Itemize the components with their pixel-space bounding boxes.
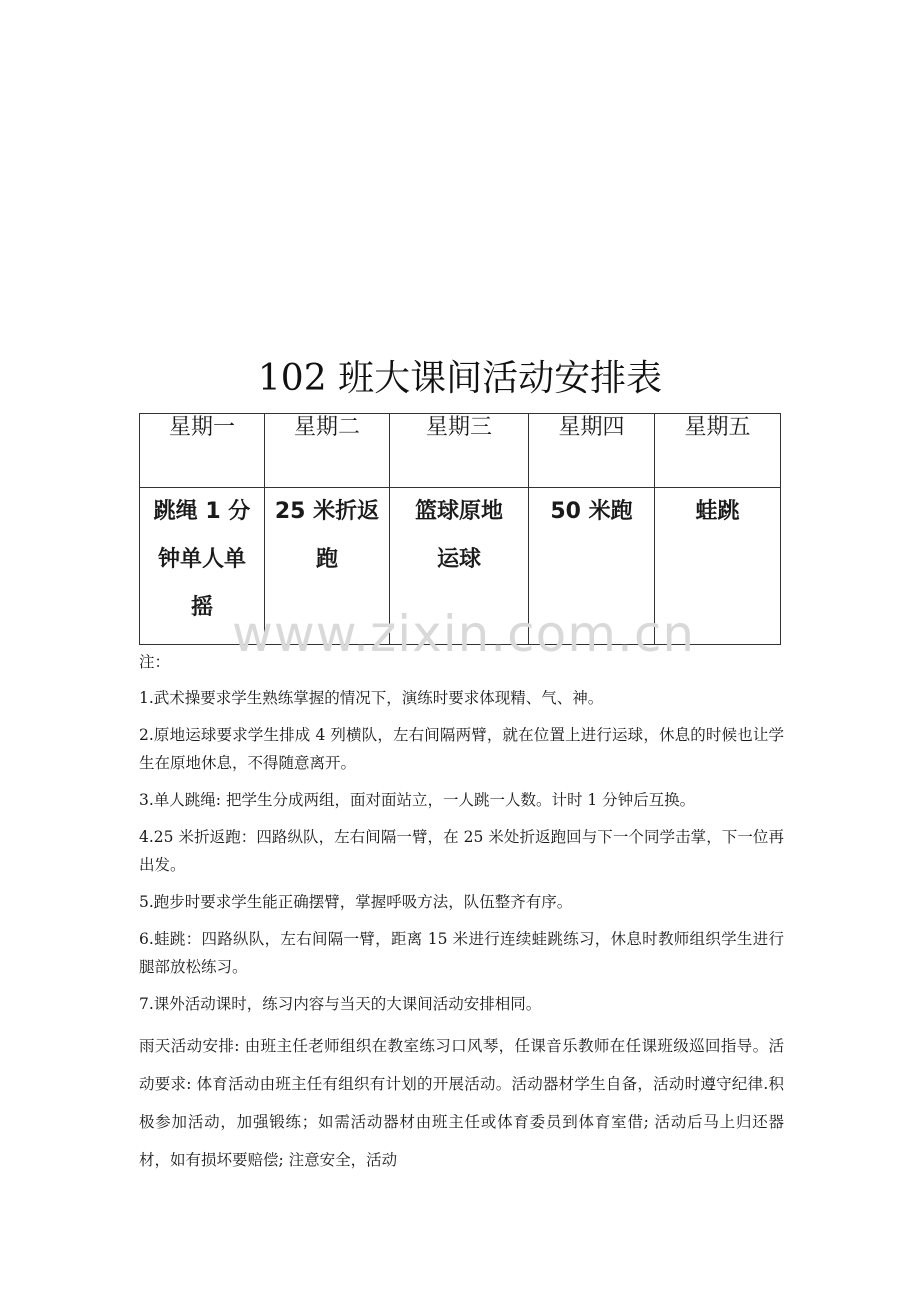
day-header-monday: 星期一 bbox=[140, 414, 265, 488]
activity-cell-tuesday bbox=[265, 488, 390, 645]
rainy-day-paragraph: 雨天活动安排: 由班主任老师组织在教室练习口风琴，任课音乐教师在任课班级巡回指导。活动要求: 体育活动由班主任有组织有计划的开展活动。活动器材学生自备，活动时遵守纪律.积极参加活动，加强锻练；如需活动器材由班主任或体育委员到体育室借; 活动后马上归还器材，如有损坏要赔偿; 注意安全，活动 bbox=[139, 1037, 784, 1169]
note-item-2: 2.原地运球要求学生排成 4 列横队，左右间隔两臂，就在位置上进行运球，休息的时候也让学生在原地休息，不得随意离开。 bbox=[139, 726, 784, 772]
activity-line: 摇 bbox=[190, 595, 213, 620]
activity-cell-thursday bbox=[529, 488, 655, 645]
activity-cell-wednesday bbox=[390, 488, 529, 645]
day-header-tuesday: 星期二 bbox=[265, 414, 390, 488]
note-item-4: 4.25 米折返跑：四路纵队，左右间隔一臂，在 25 米处折返跑回与下一个同学击掌，下一位再出发。 bbox=[139, 828, 784, 874]
day-header-thursday: 星期四 bbox=[529, 414, 655, 488]
note-item-7: 7.课外活动课时，练习内容与当天的大课间活动安排相同。 bbox=[139, 995, 542, 1013]
activity-line: 篮球原地 bbox=[414, 499, 503, 524]
activity-line: 运球 bbox=[436, 547, 481, 572]
note-item-5: 5.跑步时要求学生能正确摆臂，掌握呼吸方法，队伍整齐有序。 bbox=[139, 893, 573, 911]
note-item-6: 6.蛙跳：四路纵队，左右间隔一臂，距离 15 米进行连续蛙跳练习，休息时教师组织学生进行腿部放松练习。 bbox=[139, 930, 784, 976]
activity-cell-monday bbox=[140, 488, 265, 645]
notes-section bbox=[139, 648, 784, 1179]
table-header-row bbox=[140, 414, 781, 488]
activity-line: 25 米折返 bbox=[274, 499, 380, 524]
watermark: www.zixin.com.cn bbox=[232, 605, 696, 663]
page-title: 102 班大课间活动安排表 bbox=[257, 358, 663, 399]
day-header-wednesday: 星期三 bbox=[390, 414, 529, 488]
note-item-1: 1.武术操要求学生熟练掌握的情况下，演练时要求体现精、气、神。 bbox=[139, 689, 604, 707]
activity-line: 跑 bbox=[315, 547, 338, 572]
activity-line: 蛙跳 bbox=[695, 499, 740, 524]
schedule-table bbox=[139, 413, 781, 645]
activity-cell-friday bbox=[655, 488, 781, 645]
activity-line: 钟单人单 bbox=[157, 547, 246, 572]
day-header-friday: 星期五 bbox=[655, 414, 781, 488]
table-activity-row bbox=[140, 488, 781, 645]
activity-line: 跳绳 1 分 bbox=[153, 499, 251, 524]
activity-line: 50 米跑 bbox=[550, 499, 633, 524]
notes-heading: 注： bbox=[139, 653, 171, 671]
note-item-3: 3.单人跳绳: 把学生分成两组，面对面站立，一人跳一人数。计时 1 分钟后互换。 bbox=[139, 791, 696, 809]
